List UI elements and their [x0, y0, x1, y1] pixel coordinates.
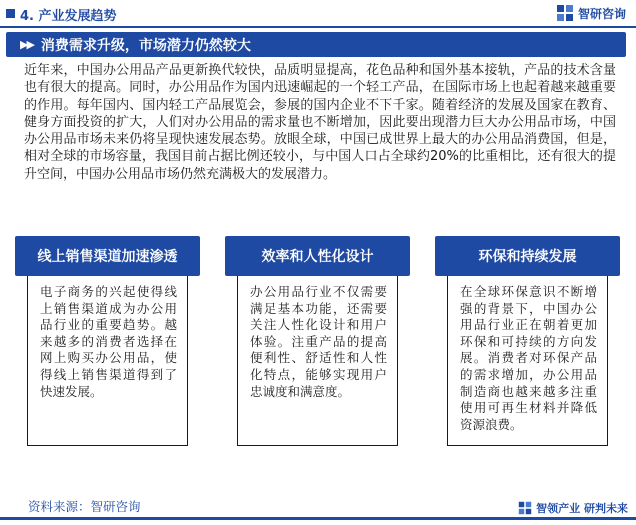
card-body: 电子商务的兴起使得线上销售渠道成为办公用品行业的重要趋势。越来越多的消费者选择在网上购买办公用品，使得线上销售渠道得到了快速发展。 — [27, 276, 188, 446]
section-banner — [6, 32, 626, 57]
brand-logo — [556, 4, 626, 22]
intro-paragraph: 近年来，中国办公用品产品更新换代较快，品质明显提高，花色品种和国外基本接轨，产品的技术含量也有很大的提高。同时，办公用品作为国内迅速崛起的一个轻工产品，在国际市场上也起着越来越重要的作用。每年国内、国内轻工产品展览会，参展的国内企业不下千家。随着经济的发展及国家在教育、健身方面投资的扩大，人们对办公用品的需求量也不断增加，因此要出现潜力巨大办公用品市场，中国办公用品市场未来仍将呈现快速发展态势。放眼全球，中国已成世界上最大的办公用品消费国，但是，相对全球的市场容量，我国目前占据比例还较小，与中国人口占全球约20%的比重相比，还有很大的提升空间，中国办公用品市场仍然充满极大的发展潜力。 — [24, 63, 616, 182]
card-title: 线上销售渠道加速渗透 — [37, 249, 178, 265]
card-header — [435, 236, 620, 276]
zhiyan-logo-icon — [556, 4, 574, 22]
top-header — [0, 0, 636, 28]
brand-logo-text: 智研咨询 — [577, 6, 626, 21]
footer-logo — [518, 500, 628, 516]
banner-title: 消费需求升级，市场潜力仍然较大 — [40, 37, 251, 54]
header-divider — [0, 26, 636, 28]
card-body: 办公用品行业不仅需要满足基本功能，还需要关注人性化设计和用户体验。注重产品的提高便利性、舒适性和人性化特点，能够实现用户忠诚度和满意度。 — [237, 276, 398, 446]
zhiyan-logo-icon — [518, 501, 532, 515]
card-efficiency-design — [225, 236, 410, 446]
card-online-sales — [15, 236, 200, 446]
section-square-icon — [6, 9, 15, 18]
source-note: 资料来源：智研咨询 — [28, 499, 141, 514]
double-chevron-icon: ▶▶ — [20, 38, 33, 51]
card-sustainability — [435, 236, 620, 446]
card-title: 环保和持续发展 — [478, 249, 577, 265]
footer-divider — [0, 517, 636, 520]
card-title: 效率和人性化设计 — [261, 249, 374, 265]
section-title: 4. 产业发展趋势 — [20, 9, 117, 24]
card-body: 在全球环保意识不断增强的背景下，中国办公用品行业正在朝着更加环保和可持续的方向发展。消费者对环保产品的需求增加，办公用品制造商也越来越多注重使用可再生材料并降低资源浪费。 — [447, 276, 608, 446]
card-header — [225, 236, 410, 276]
card-header — [15, 236, 200, 276]
footer-slogan: 智领产业 研判未来 — [536, 502, 628, 515]
